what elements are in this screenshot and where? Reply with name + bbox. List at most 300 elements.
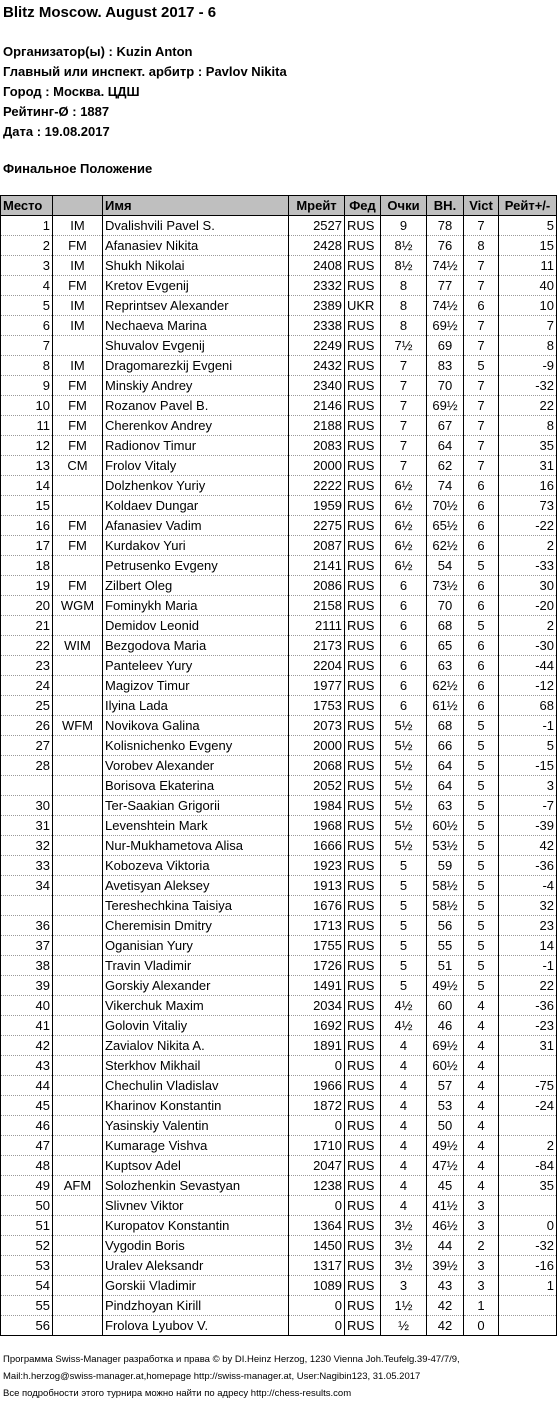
cell-title bbox=[53, 1256, 103, 1276]
cell-place: 2 bbox=[1, 236, 53, 256]
cell-points: 3½ bbox=[381, 1256, 427, 1276]
cell-victories: 5 bbox=[464, 836, 499, 856]
cell-federation: RUS bbox=[345, 876, 381, 896]
cell-name: Gorskii Vladimir bbox=[103, 1276, 289, 1296]
cell-rating-change: 31 bbox=[499, 1036, 557, 1056]
cell-victories: 5 bbox=[464, 976, 499, 996]
cell-title bbox=[53, 656, 103, 676]
cell-place: 56 bbox=[1, 1316, 53, 1336]
cell-points: 5 bbox=[381, 916, 427, 936]
cell-rating-change: 42 bbox=[499, 836, 557, 856]
cell-name: Pindzhoyan Kirill bbox=[103, 1296, 289, 1316]
cell-victories: 4 bbox=[464, 1076, 499, 1096]
cell-victories: 7 bbox=[464, 456, 499, 476]
cell-title bbox=[53, 1196, 103, 1216]
cell-points: 6 bbox=[381, 616, 427, 636]
cell-name: Fominykh Maria bbox=[103, 596, 289, 616]
cell-buchholz: 47½ bbox=[427, 1156, 464, 1176]
cell-place: 20 bbox=[1, 596, 53, 616]
cell-title bbox=[53, 956, 103, 976]
cell-buchholz: 51 bbox=[427, 956, 464, 976]
cell-points: 7 bbox=[381, 416, 427, 436]
cell-rating: 0 bbox=[289, 1196, 345, 1216]
cell-rating: 2158 bbox=[289, 596, 345, 616]
cell-title bbox=[53, 1216, 103, 1236]
cell-place: 13 bbox=[1, 456, 53, 476]
table-row bbox=[1, 1256, 557, 1276]
cell-buchholz: 60½ bbox=[427, 816, 464, 836]
cell-place: 44 bbox=[1, 1076, 53, 1096]
cell-victories: 4 bbox=[464, 1096, 499, 1116]
cell-points: 4 bbox=[381, 1056, 427, 1076]
cell-federation: RUS bbox=[345, 1136, 381, 1156]
cell-place: 21 bbox=[1, 616, 53, 636]
cell-victories: 5 bbox=[464, 936, 499, 956]
cell-federation: RUS bbox=[345, 576, 381, 596]
cell-federation: RUS bbox=[345, 556, 381, 576]
cell-federation: RUS bbox=[345, 216, 381, 236]
cell-rating-change: 2 bbox=[499, 616, 557, 636]
cell-buchholz: 77 bbox=[427, 276, 464, 296]
cell-rating: 1872 bbox=[289, 1096, 345, 1116]
cell-title bbox=[53, 556, 103, 576]
cell-points: 4 bbox=[381, 1076, 427, 1096]
cell-place: 51 bbox=[1, 1216, 53, 1236]
cell-rating-change: 32 bbox=[499, 896, 557, 916]
cell-victories: 7 bbox=[464, 396, 499, 416]
footer-line-3: Все подробности этого турнира можно найти по адресу http://chess-results.com bbox=[3, 1388, 352, 1399]
cell-rating-change: 0 bbox=[499, 1216, 557, 1236]
table-row bbox=[1, 1216, 557, 1236]
cell-buchholz: 49½ bbox=[427, 1136, 464, 1156]
cell-victories: 6 bbox=[464, 496, 499, 516]
cell-title: WGM bbox=[53, 596, 103, 616]
table-row bbox=[1, 576, 557, 596]
cell-place: 39 bbox=[1, 976, 53, 996]
cell-victories: 7 bbox=[464, 376, 499, 396]
cell-federation: RUS bbox=[345, 456, 381, 476]
cell-title bbox=[53, 836, 103, 856]
cell-buchholz: 65½ bbox=[427, 516, 464, 536]
cell-federation: RUS bbox=[345, 1036, 381, 1056]
cell-rating: 1713 bbox=[289, 916, 345, 936]
cell-rating: 2173 bbox=[289, 636, 345, 656]
cell-rating-change: -7 bbox=[499, 796, 557, 816]
cell-federation: RUS bbox=[345, 1056, 381, 1076]
cell-points: 6 bbox=[381, 696, 427, 716]
cell-title: CM bbox=[53, 456, 103, 476]
cell-victories: 6 bbox=[464, 516, 499, 536]
cell-federation: RUS bbox=[345, 1076, 381, 1096]
cell-name: Golovin Vitaliy bbox=[103, 1016, 289, 1036]
cell-buchholz: 70 bbox=[427, 596, 464, 616]
cell-rating-change bbox=[499, 1056, 557, 1076]
cell-rating-change bbox=[499, 1196, 557, 1216]
table-row bbox=[1, 1136, 557, 1156]
cell-buchholz: 62½ bbox=[427, 536, 464, 556]
table-row bbox=[1, 1056, 557, 1076]
cell-title bbox=[53, 1276, 103, 1296]
cell-federation: RUS bbox=[345, 476, 381, 496]
table-row bbox=[1, 856, 557, 876]
cell-buchholz: 43 bbox=[427, 1276, 464, 1296]
cell-buchholz: 42 bbox=[427, 1296, 464, 1316]
table-row bbox=[1, 656, 557, 676]
cell-title: IM bbox=[53, 256, 103, 276]
table-row bbox=[1, 876, 557, 896]
cell-victories: 3 bbox=[464, 1216, 499, 1236]
cell-rating: 1710 bbox=[289, 1136, 345, 1156]
cell-name: Cheremisin Dmitry bbox=[103, 916, 289, 936]
cell-name: Shukh Nikolai bbox=[103, 256, 289, 276]
cell-title bbox=[53, 1236, 103, 1256]
cell-rating: 0 bbox=[289, 1296, 345, 1316]
cell-victories: 3 bbox=[464, 1256, 499, 1276]
cell-buchholz: 41½ bbox=[427, 1196, 464, 1216]
cell-name: Frolova Lyubov V. bbox=[103, 1316, 289, 1336]
cell-buchholz: 64 bbox=[427, 436, 464, 456]
cell-rating: 1977 bbox=[289, 676, 345, 696]
cell-buchholz: 74½ bbox=[427, 296, 464, 316]
cell-title bbox=[53, 1036, 103, 1056]
cell-federation: RUS bbox=[345, 336, 381, 356]
cell-points: 4 bbox=[381, 1176, 427, 1196]
cell-rating-change: 2 bbox=[499, 536, 557, 556]
cell-federation: RUS bbox=[345, 1276, 381, 1296]
cell-points: 7 bbox=[381, 376, 427, 396]
cell-name: Reprintsev Alexander bbox=[103, 296, 289, 316]
footer-line-2: Mail:h.herzog@swiss-manager.at,homepage http://swiss-manager.at, User:Nagibin123, 31.05.2017 bbox=[3, 1371, 421, 1382]
cell-title: FM bbox=[53, 416, 103, 436]
cell-place: 40 bbox=[1, 996, 53, 1016]
cell-rating-change: 73 bbox=[499, 496, 557, 516]
date-line: Дата : 19.08.2017 bbox=[3, 124, 110, 139]
cell-place: 49 bbox=[1, 1176, 53, 1196]
cell-place: 24 bbox=[1, 676, 53, 696]
cell-points: 5 bbox=[381, 856, 427, 876]
table-row bbox=[1, 816, 557, 836]
cell-place: 10 bbox=[1, 396, 53, 416]
cell-rating-change: -1 bbox=[499, 716, 557, 736]
cell-rating: 1984 bbox=[289, 796, 345, 816]
cell-rating-change: 11 bbox=[499, 256, 557, 276]
cell-place: 14 bbox=[1, 476, 53, 496]
cell-victories: 5 bbox=[464, 356, 499, 376]
cell-federation: RUS bbox=[345, 1176, 381, 1196]
cell-points: 8 bbox=[381, 316, 427, 336]
cell-title bbox=[53, 896, 103, 916]
cell-rating-change bbox=[499, 1296, 557, 1316]
cell-rating-change: 1 bbox=[499, 1276, 557, 1296]
cell-rating-change: 8 bbox=[499, 336, 557, 356]
cell-name: Zilbert Oleg bbox=[103, 576, 289, 596]
cell-federation: RUS bbox=[345, 536, 381, 556]
cell-points: 5½ bbox=[381, 776, 427, 796]
table-row bbox=[1, 236, 557, 256]
cell-victories: 4 bbox=[464, 996, 499, 1016]
cell-rating: 0 bbox=[289, 1056, 345, 1076]
cell-place: 1 bbox=[1, 216, 53, 236]
cell-points: 4 bbox=[381, 1156, 427, 1176]
standings-body bbox=[1, 216, 557, 1336]
cell-rating: 2338 bbox=[289, 316, 345, 336]
cell-buchholz: 63 bbox=[427, 796, 464, 816]
header-rating-change: Рейт+/- bbox=[499, 196, 557, 216]
table-row bbox=[1, 956, 557, 976]
cell-victories: 0 bbox=[464, 1316, 499, 1336]
cell-rating-change: 3 bbox=[499, 776, 557, 796]
cell-rating: 2432 bbox=[289, 356, 345, 376]
cell-federation: RUS bbox=[345, 976, 381, 996]
cell-victories: 7 bbox=[464, 256, 499, 276]
cell-points: 6½ bbox=[381, 476, 427, 496]
cell-name: Travin Vladimir bbox=[103, 956, 289, 976]
cell-rating-change: -39 bbox=[499, 816, 557, 836]
cell-rating-change: 8 bbox=[499, 416, 557, 436]
cell-name: Frolov Vitaly bbox=[103, 456, 289, 476]
cell-buchholz: 67 bbox=[427, 416, 464, 436]
cell-name: Ilyina Lada bbox=[103, 696, 289, 716]
cell-name: Vikerchuk Maxim bbox=[103, 996, 289, 1016]
cell-rating-change: -12 bbox=[499, 676, 557, 696]
cell-buchholz: 55 bbox=[427, 936, 464, 956]
cell-federation: RUS bbox=[345, 1236, 381, 1256]
cell-victories: 5 bbox=[464, 756, 499, 776]
header-victories: Vict bbox=[464, 196, 499, 216]
table-row bbox=[1, 716, 557, 736]
cell-federation: UKR bbox=[345, 296, 381, 316]
cell-rating: 2408 bbox=[289, 256, 345, 276]
table-row bbox=[1, 916, 557, 936]
cell-rating-change: 16 bbox=[499, 476, 557, 496]
table-row bbox=[1, 496, 557, 516]
cell-buchholz: 69½ bbox=[427, 1036, 464, 1056]
cell-federation: RUS bbox=[345, 596, 381, 616]
cell-buchholz: 60 bbox=[427, 996, 464, 1016]
cell-rating: 2052 bbox=[289, 776, 345, 796]
table-row bbox=[1, 616, 557, 636]
cell-victories: 5 bbox=[464, 916, 499, 936]
cell-title: FM bbox=[53, 396, 103, 416]
cell-rating: 2083 bbox=[289, 436, 345, 456]
cell-points: 6 bbox=[381, 656, 427, 676]
cell-title: FM bbox=[53, 376, 103, 396]
cell-place: 52 bbox=[1, 1236, 53, 1256]
table-row bbox=[1, 536, 557, 556]
cell-rating: 2204 bbox=[289, 656, 345, 676]
cell-rating: 1959 bbox=[289, 496, 345, 516]
cell-name: Oganisian Yury bbox=[103, 936, 289, 956]
table-row bbox=[1, 1116, 557, 1136]
cell-name: Radionov Timur bbox=[103, 436, 289, 456]
cell-federation: RUS bbox=[345, 896, 381, 916]
cell-title bbox=[53, 676, 103, 696]
cell-place: 54 bbox=[1, 1276, 53, 1296]
cell-rating-change: -30 bbox=[499, 636, 557, 656]
table-row bbox=[1, 296, 557, 316]
cell-federation: RUS bbox=[345, 1096, 381, 1116]
table-row bbox=[1, 436, 557, 456]
cell-points: 5 bbox=[381, 976, 427, 996]
cell-place: 41 bbox=[1, 1016, 53, 1036]
table-row bbox=[1, 756, 557, 776]
cell-rating: 1089 bbox=[289, 1276, 345, 1296]
cell-buchholz: 78 bbox=[427, 216, 464, 236]
cell-rating-change: 5 bbox=[499, 216, 557, 236]
cell-points: 7 bbox=[381, 436, 427, 456]
cell-points: 6 bbox=[381, 676, 427, 696]
cell-buchholz: 53½ bbox=[427, 836, 464, 856]
cell-federation: RUS bbox=[345, 776, 381, 796]
cell-federation: RUS bbox=[345, 956, 381, 976]
cell-name: Zavialov Nikita A. bbox=[103, 1036, 289, 1056]
cell-rating-change: -15 bbox=[499, 756, 557, 776]
cell-federation: RUS bbox=[345, 316, 381, 336]
cell-name: Dvalishvili Pavel S. bbox=[103, 216, 289, 236]
table-row bbox=[1, 1276, 557, 1296]
cell-buchholz: 57 bbox=[427, 1076, 464, 1096]
table-row bbox=[1, 216, 557, 236]
cell-title bbox=[53, 696, 103, 716]
cell-place: 7 bbox=[1, 336, 53, 356]
cell-points: 6 bbox=[381, 596, 427, 616]
cell-rating-change: -22 bbox=[499, 516, 557, 536]
cell-title: FM bbox=[53, 236, 103, 256]
cell-victories: 5 bbox=[464, 816, 499, 836]
cell-title bbox=[53, 336, 103, 356]
cell-points: 5½ bbox=[381, 756, 427, 776]
cell-rating: 1317 bbox=[289, 1256, 345, 1276]
header-title bbox=[53, 196, 103, 216]
cell-place: 28 bbox=[1, 756, 53, 776]
cell-points: 7½ bbox=[381, 336, 427, 356]
cell-victories: 6 bbox=[464, 596, 499, 616]
cell-buchholz: 49½ bbox=[427, 976, 464, 996]
cell-rating-change: -44 bbox=[499, 656, 557, 676]
cell-rating: 1923 bbox=[289, 856, 345, 876]
cell-name: Petrusenko Evgeny bbox=[103, 556, 289, 576]
cell-name: Sterkhov Mikhail bbox=[103, 1056, 289, 1076]
cell-buchholz: 69½ bbox=[427, 316, 464, 336]
cell-federation: RUS bbox=[345, 696, 381, 716]
cell-rating-change: -36 bbox=[499, 996, 557, 1016]
cell-points: 7 bbox=[381, 396, 427, 416]
cell-victories: 7 bbox=[464, 416, 499, 436]
cell-name: Yasinskiy Valentin bbox=[103, 1116, 289, 1136]
cell-federation: RUS bbox=[345, 416, 381, 436]
cell-buchholz: 66 bbox=[427, 736, 464, 756]
cell-title: FM bbox=[53, 436, 103, 456]
cell-buchholz: 62 bbox=[427, 456, 464, 476]
cell-name: Koldaev Dungar bbox=[103, 496, 289, 516]
cell-points: 4½ bbox=[381, 1016, 427, 1036]
cell-victories: 5 bbox=[464, 896, 499, 916]
cell-title bbox=[53, 796, 103, 816]
cell-rating-change: 22 bbox=[499, 396, 557, 416]
cell-federation: RUS bbox=[345, 936, 381, 956]
cell-name: Tereshechkina Taisiya bbox=[103, 896, 289, 916]
cell-title bbox=[53, 996, 103, 1016]
cell-place: 27 bbox=[1, 736, 53, 756]
cell-name: Kurdakov Yuri bbox=[103, 536, 289, 556]
cell-rating: 1755 bbox=[289, 936, 345, 956]
cell-federation: RUS bbox=[345, 516, 381, 536]
cell-rating: 2340 bbox=[289, 376, 345, 396]
cell-points: 6½ bbox=[381, 496, 427, 516]
cell-federation: RUS bbox=[345, 636, 381, 656]
cell-name: Uralev Aleksandr bbox=[103, 1256, 289, 1276]
cell-title bbox=[53, 976, 103, 996]
cell-rating: 1753 bbox=[289, 696, 345, 716]
cell-victories: 7 bbox=[464, 436, 499, 456]
cell-title: IM bbox=[53, 356, 103, 376]
cell-place: 3 bbox=[1, 256, 53, 276]
cell-rating: 2000 bbox=[289, 736, 345, 756]
cell-title bbox=[53, 856, 103, 876]
table-header-row bbox=[1, 196, 557, 216]
cell-buchholz: 70½ bbox=[427, 496, 464, 516]
cell-points: 8½ bbox=[381, 256, 427, 276]
cell-points: 8 bbox=[381, 276, 427, 296]
cell-points: 5 bbox=[381, 876, 427, 896]
cell-victories: 4 bbox=[464, 1016, 499, 1036]
cell-place: 53 bbox=[1, 1256, 53, 1276]
cell-buchholz: 64 bbox=[427, 776, 464, 796]
cell-victories: 4 bbox=[464, 1136, 499, 1156]
cell-name: Kharinov Konstantin bbox=[103, 1096, 289, 1116]
cell-federation: RUS bbox=[345, 1156, 381, 1176]
cell-place: 42 bbox=[1, 1036, 53, 1056]
cell-victories: 6 bbox=[464, 296, 499, 316]
cell-title bbox=[53, 756, 103, 776]
cell-title: FM bbox=[53, 276, 103, 296]
cell-points: ½ bbox=[381, 1316, 427, 1336]
cell-points: 3½ bbox=[381, 1216, 427, 1236]
cell-place: 19 bbox=[1, 576, 53, 596]
cell-points: 6½ bbox=[381, 536, 427, 556]
cell-rating: 0 bbox=[289, 1116, 345, 1136]
cell-rating-change: 23 bbox=[499, 916, 557, 936]
cell-place: 34 bbox=[1, 876, 53, 896]
cell-title bbox=[53, 1096, 103, 1116]
table-row bbox=[1, 1236, 557, 1256]
cell-title: IM bbox=[53, 296, 103, 316]
cell-name: Cherenkov Andrey bbox=[103, 416, 289, 436]
cell-rating-change bbox=[499, 1316, 557, 1336]
table-row bbox=[1, 596, 557, 616]
cell-buchholz: 60½ bbox=[427, 1056, 464, 1076]
cell-name: Magizov Timur bbox=[103, 676, 289, 696]
cell-title: FM bbox=[53, 536, 103, 556]
cell-place: 37 bbox=[1, 936, 53, 956]
header-rating: Мрейт bbox=[289, 196, 345, 216]
cell-rating: 0 bbox=[289, 1316, 345, 1336]
header-name: Имя bbox=[103, 196, 289, 216]
cell-buchholz: 53 bbox=[427, 1096, 464, 1116]
cell-points: 4 bbox=[381, 1096, 427, 1116]
cell-rating-change: -9 bbox=[499, 356, 557, 376]
cell-buchholz: 74 bbox=[427, 476, 464, 496]
cell-name: Minskiy Andrey bbox=[103, 376, 289, 396]
cell-points: 6½ bbox=[381, 556, 427, 576]
table-row bbox=[1, 376, 557, 396]
cell-name: Kolisnichenko Evgeny bbox=[103, 736, 289, 756]
cell-place: 38 bbox=[1, 956, 53, 976]
cell-title: IM bbox=[53, 216, 103, 236]
cell-victories: 6 bbox=[464, 636, 499, 656]
table-row bbox=[1, 676, 557, 696]
table-row bbox=[1, 996, 557, 1016]
